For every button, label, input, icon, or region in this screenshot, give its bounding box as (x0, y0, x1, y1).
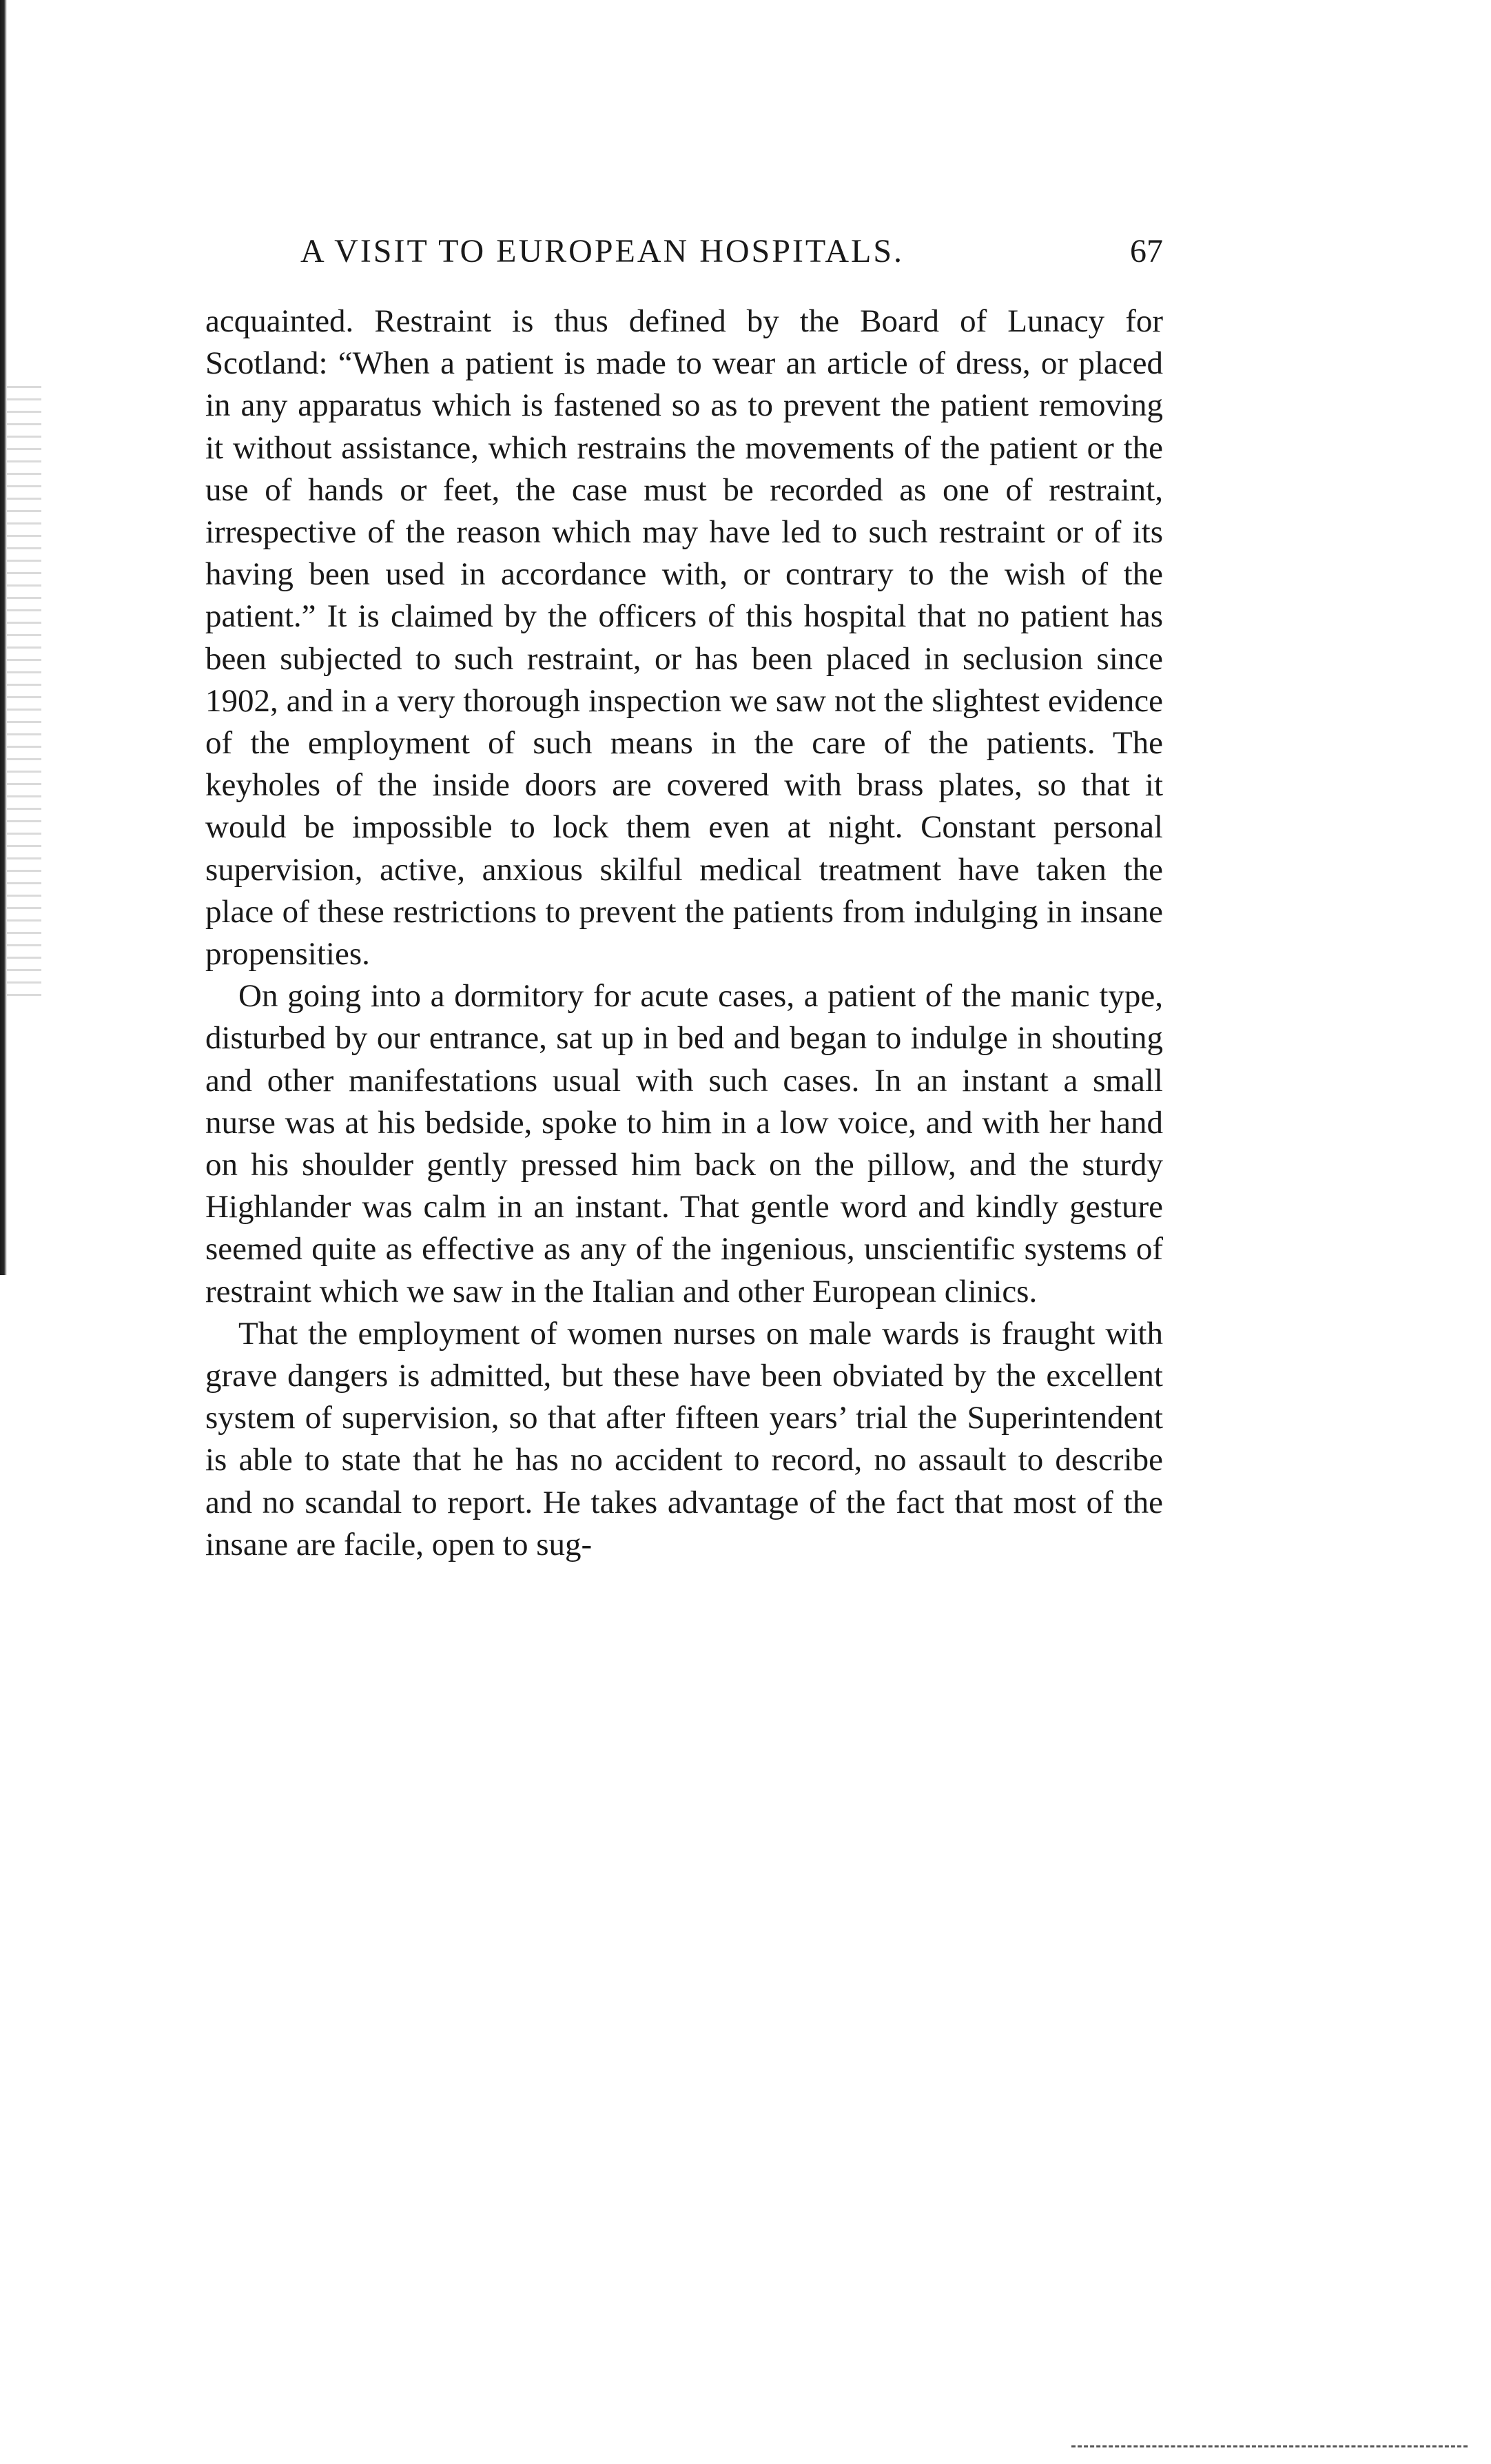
paragraph-1: acquainted. Restraint is thus defined by the Board of Lunacy for Scotland: “When a patient is made to wear an article of dress, or placed in any apparatus which is fastened so as to prevent the patient removing it without assistance, which restrains the movements of the patient or the use of hands or feet, the case must be recorded as one of restraint, irrespective of the reason which may have led to such restraint or of its having been used in accordance with, or contrary to the wish of the patient.” It is claimed by the officers of this hospital that no patient has been subjected to such restraint, or has been placed in seclusion since 1902, and in a very thorough inspection we saw not the slightest evidence of the employment of such means in the care of the patients. The keyholes of the inside doors are covered with brass plates, so that it would be impossible to lock them even at night. Constant personal supervision, active, anxious skilful medical treatment have taken the place of these restrictions to prevent the patients from indulging in insane propensities. (205, 303, 1163, 973)
paragraph-3: That the employment of women nurses on male wards is fraught with grave dangers is admitted, but these have been obviated by the excellent system of supervision, so that after fifteen years’ trial the Superintendent is able to state that he has no accident to record, no assault to describe and no scandal to report. He takes advantage of the fact that most of the insane are facile, open to sug- (205, 1315, 1163, 1562)
book-page (205, 221, 1163, 1566)
body-text (205, 301, 1163, 1566)
page-binding-edge (0, 0, 7, 1275)
paragraph-2: On going into a dormitory for acute cases, a patient of the manic type, disturbed by our entrance, sat up in bed and began to indulge in shouting and other manifestations usual with such cases. In an instant a small nurse was at his bedside, spoke to him in a low voice, and with her hand on his shoulder gently pressed him back on the pillow, and the sturdy Highlander was calm in an instant. That gentle word and kindly gesture seemed quite as effective as any of the ingenious, unscientific systems of restraint which we saw in the Italian and other European clinics. (205, 978, 1163, 1310)
running-header (205, 221, 1163, 283)
binding-shadow (7, 386, 41, 1006)
running-title: A VISIT TO EUROPEAN HOSPITALS. (300, 233, 905, 269)
page-number: 67 (1130, 233, 1163, 269)
footer-dashed-rule (1071, 2445, 1468, 2447)
